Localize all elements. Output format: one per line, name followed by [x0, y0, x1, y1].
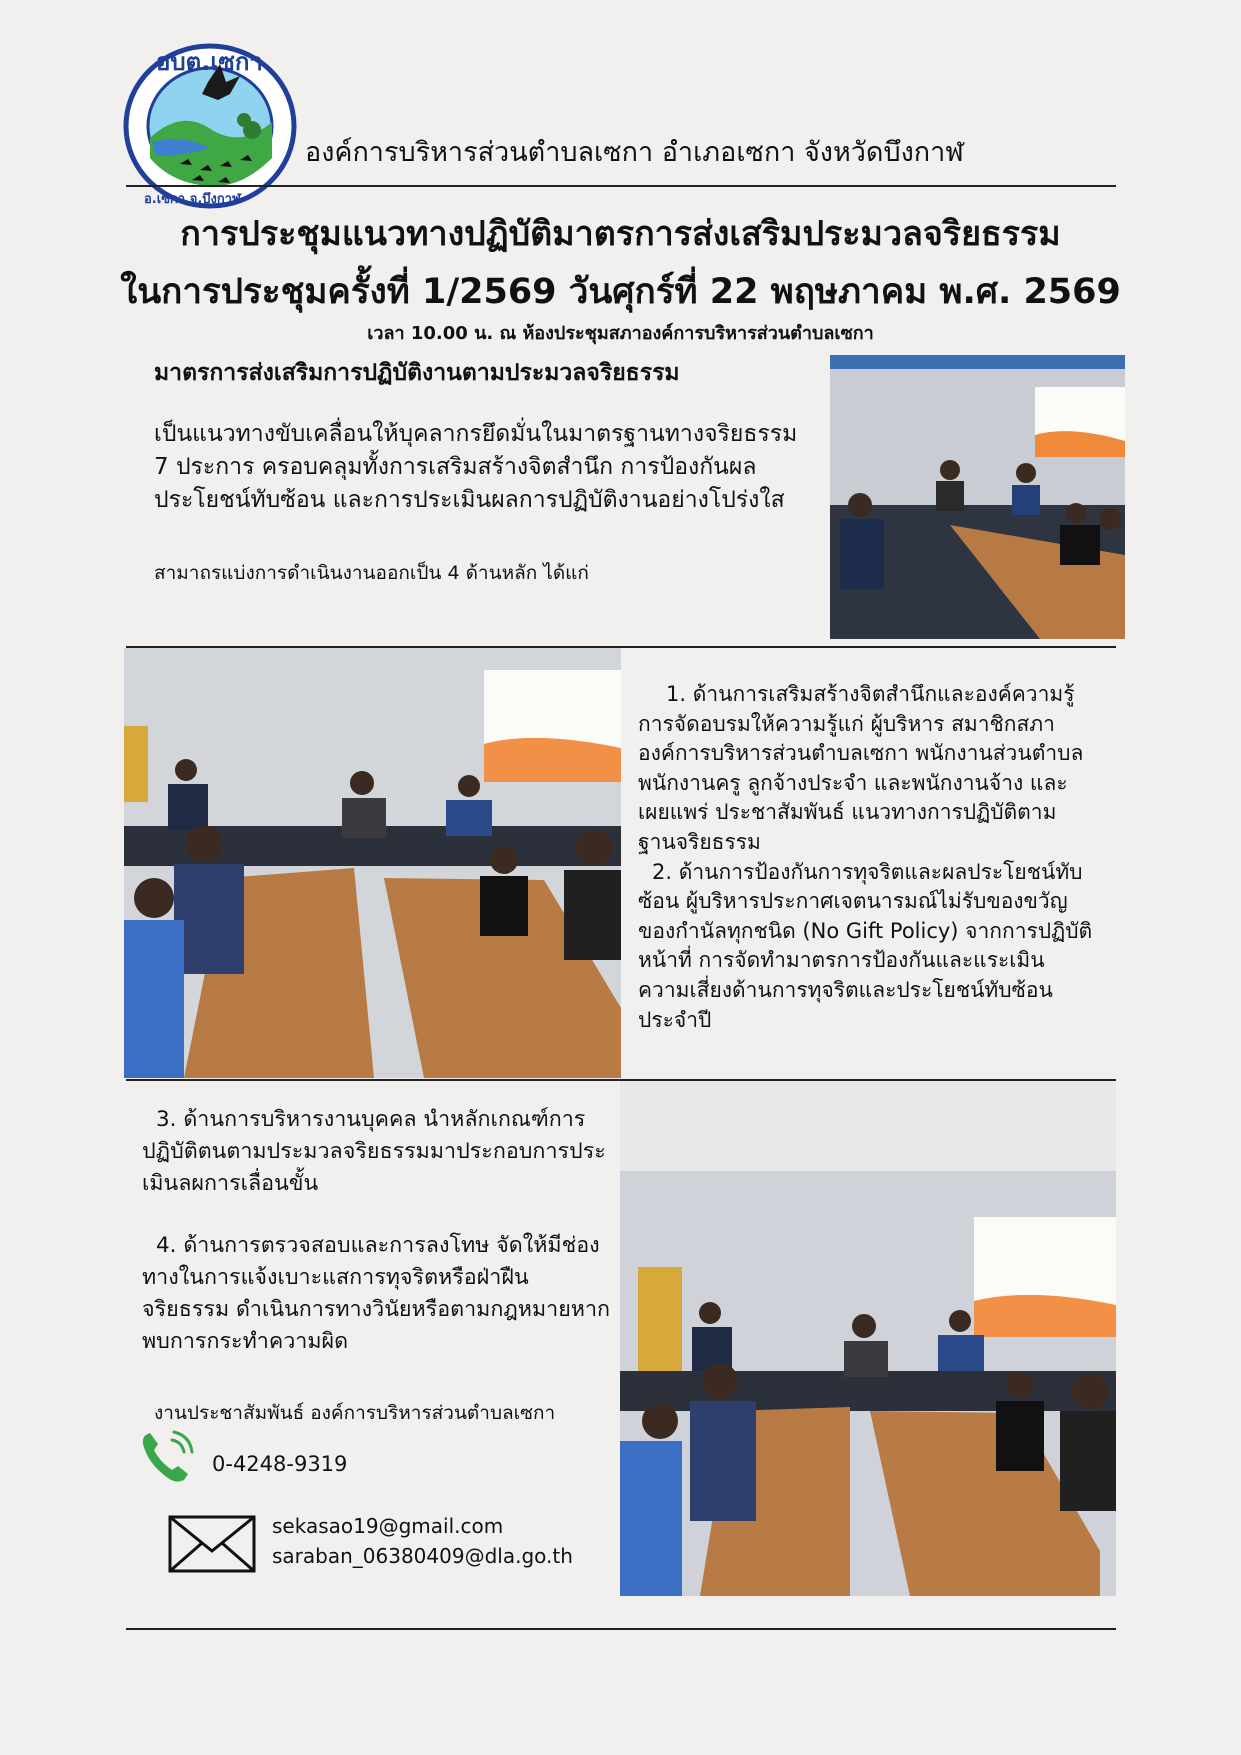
- logo-label: อบต.เซกา: [156, 48, 263, 76]
- point-1: [638, 680, 1094, 1035]
- meeting-photo-1: [830, 355, 1125, 639]
- point-2-text: 2. ด้านการป้องกันการทุจริตและผลประโยชน์ทับซ้อน ผู้บริหารประกาศเจตนารมณ์ไม่รับของขวัญของกำนัลทุกชนิด (No Gift Policy) จากการปฏิบัติหน้าที่ การจัดทำมาตรการป้องกันและแระเมินความเสี่ยงด้านการทุจริตและประโยชน์ทับซ้อนประจำปี: [638, 859, 1093, 1032]
- footer-divider: [126, 1628, 1116, 1630]
- point-1-text: 1. ด้านการเสริมสร้างจิตสำนึกและองค์ความรู้ การจัดอบรมให้ความรู้แก่ ผู้บริหาร สมาชิกสภาองค์การบริหารส่วนตำบลเซกา พนักงานส่วนตำบล พนักงานครู ลูกจ้างประจำ และพนักงานจ้าง และเผยแพร่ ประชาสัมพันธ์ แนวทางการปฏิบัติตามฐานจริยธรรม: [638, 682, 1084, 854]
- intro-subtext: สามาถรแบ่งการดำเนินงานออกเป็น 4 ด้านหลัก ได้แก่: [154, 562, 589, 584]
- organization-name: องค์การบริหารส่วนตำบลเซกา อำเภอเซกา จังหวัดบึงกาฬ: [305, 137, 964, 168]
- intro-text: เป็นแนวทางขับเคลื่อนให้บุคลากรยึดมั่นในมาตรฐานทางจริยธรรม 7 ประการ ครอบคลุมทั้งการเสริมสร้างจิตสำนึก การป้องกันผลประโยชน์ทับซ้อน และการประเมินผลการปฏิบัติงานอย่างโปร่งใส: [154, 421, 798, 513]
- header-divider: [126, 185, 1116, 187]
- logo-footer: อ.เซกา จ.บึงกาฬ: [144, 192, 241, 207]
- email-address-1: sekasao19@gmail.com: [272, 1514, 504, 1538]
- mail-icon: [168, 1515, 256, 1573]
- meeting-photo-2: [124, 648, 621, 1078]
- pr-office: งานประชาสัมพันธ์ องค์การบริหารส่วนตำบลเซกา: [154, 1402, 556, 1424]
- meeting-photo-3: [620, 1081, 1116, 1596]
- point-4-text: 4. ด้านการตรวจสอบและการลงโทษ จัดให้มีช่องทางในการแจ้งเบาะแสการทุจริตหรือฝ่าฝืนจริยธรรม ดำเนินการทางวินัยหรือตามกฎหมายหากพบการกระทำความผิด: [142, 1233, 611, 1354]
- section-heading: มาตรการส่งเสริมการปฏิบัติงานตามประมวลจริยธรรม: [154, 360, 680, 386]
- point-3-text: 3. ด้านการบริหารงานบุคคล นำหลักเกณฑ์การปฏิบัติตนตามประมวลจริยธรรมมาประกอบการประเมินลผการเลื่อนขั้น: [142, 1107, 606, 1196]
- phone-icon: [138, 1428, 198, 1486]
- meeting-venue: เวลา 10.00 น. ณ ห้องประชุมสภาองค์การบริหารส่วนตำบลเซกา: [367, 323, 874, 344]
- phone-number: 0-4248-9319: [212, 1452, 348, 1476]
- page-title-line1: การประชุมแนวทางปฏิบัติมาตรการส่งเสริมประมวลจริยธรรม: [180, 214, 1061, 254]
- page-title-line2: ในการประชุมครั้งที่ 1/2569 วันศุกร์ที่ 22 พฤษภาคม พ.ศ. 2569: [120, 272, 1121, 312]
- email-address-2: saraban_06380409@dla.go.th: [272, 1544, 573, 1568]
